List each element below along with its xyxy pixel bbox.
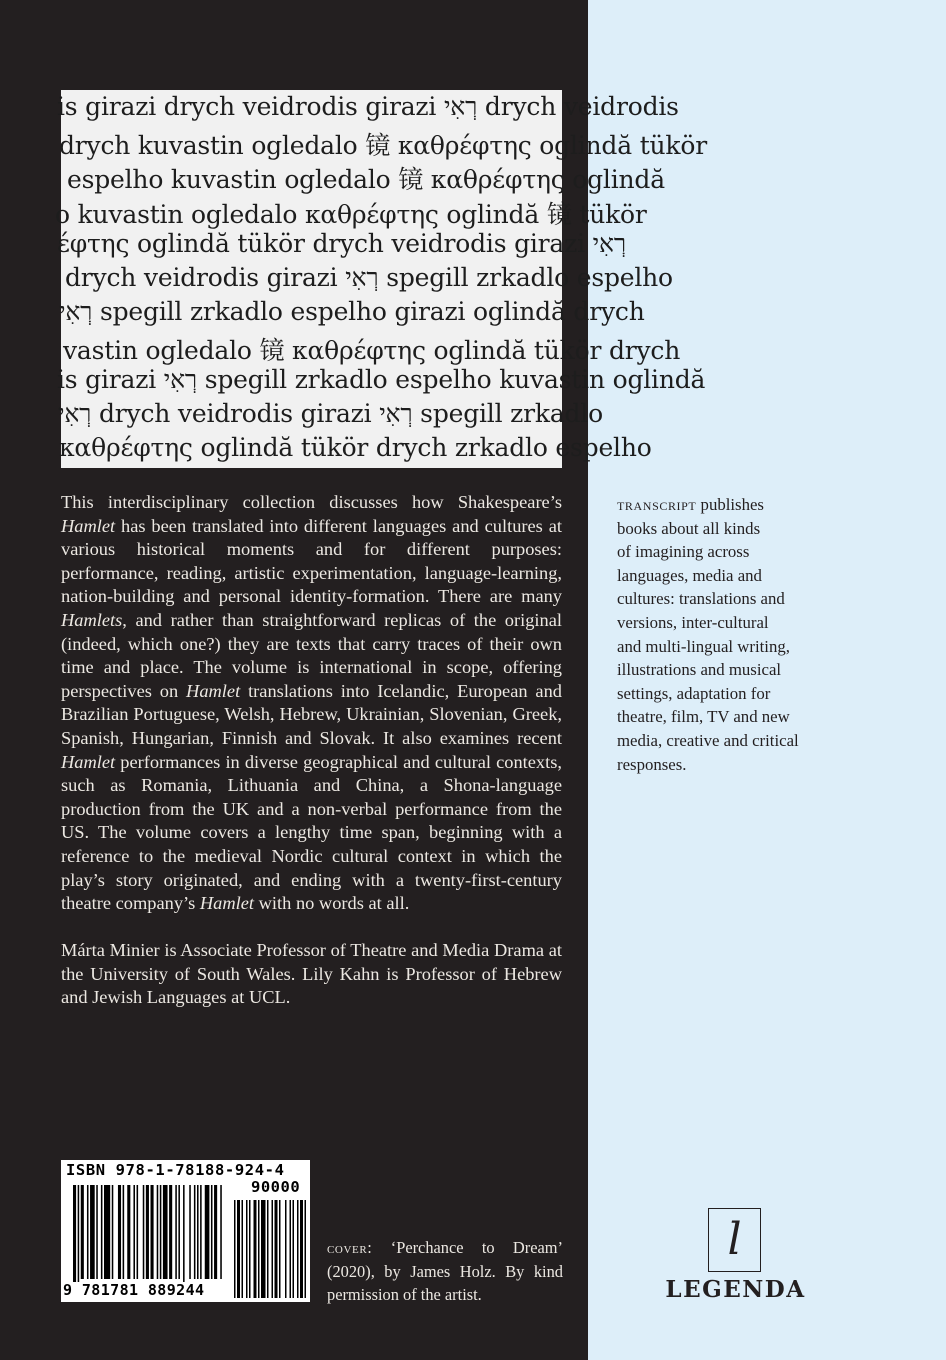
addon-bar xyxy=(305,1200,307,1298)
barcode-bar xyxy=(160,1185,162,1279)
text-run: This interdisciplinary collection discusses how Shakespeare’s xyxy=(61,492,562,512)
barcode-bar xyxy=(133,1185,135,1279)
barcode-bar xyxy=(87,1185,89,1279)
imprint-line: cultures: translations and xyxy=(617,589,785,609)
addon-bar xyxy=(254,1200,257,1298)
addon-bar xyxy=(272,1200,274,1298)
barcode-bar xyxy=(118,1185,121,1279)
barcode-bar xyxy=(127,1185,130,1279)
addon-bar xyxy=(290,1200,292,1298)
barcode-bar xyxy=(197,1185,199,1279)
barcode-bar xyxy=(104,1185,110,1279)
barcode-bar xyxy=(194,1185,196,1279)
legenda-logo-wordmark: LEGENDA xyxy=(665,1276,806,1303)
addon-bar xyxy=(293,1200,295,1298)
imprint-line: and multi-lingual writing, xyxy=(617,636,790,656)
barcode-bar xyxy=(137,1185,139,1279)
isbn-barcode xyxy=(61,1160,310,1302)
barcode-bar xyxy=(169,1185,172,1279)
addon-bar xyxy=(297,1200,299,1298)
addon-bar xyxy=(279,1200,281,1298)
word-art-line: vastin ogledalo 镜 καθρέφτης oglindă tükör drych xyxy=(63,336,681,365)
barcode-bar xyxy=(112,1185,114,1279)
barcode-bar xyxy=(183,1185,185,1282)
barcode-bar xyxy=(214,1185,217,1279)
word-art-line: drych veidrodis girazi רְאִי spegill zrkadlo espelho xyxy=(65,263,673,292)
imprint-line: illustrations and musical xyxy=(617,660,782,680)
text-run: translations into Icelandic, European and Brazilian Portuguese, Welsh, Hebrew, Ukrainian, Slovenian, Greek, Spanish, Hungarian, Finnish and Slovak. It also examines recent xyxy=(61,680,562,748)
barcode-bar xyxy=(101,1185,103,1279)
word-art-line: רְאִי drych veidrodis girazi רְאִי spegill zrkadlo xyxy=(58,399,603,428)
addon-bar xyxy=(242,1200,244,1298)
barcode-bar xyxy=(143,1185,145,1279)
imprint-line: settings, adaptation for xyxy=(617,683,771,703)
word-art-line: έφτης oglindă tükör drych veidrodis girazi רְאִי xyxy=(57,229,626,258)
barcode-bar xyxy=(189,1185,191,1279)
addon-bar xyxy=(234,1200,236,1298)
word-art-line: רְאִי spegill zrkadlo espelho girazi oglindă drych xyxy=(59,297,645,326)
barcode-bar xyxy=(178,1185,180,1279)
barcode-bar xyxy=(73,1185,76,1282)
barcode-bar xyxy=(163,1185,168,1279)
barcode-bar xyxy=(151,1185,154,1279)
addon-bar xyxy=(275,1200,278,1298)
imprint-line: books about all kinds xyxy=(617,518,761,538)
barcode-bar xyxy=(175,1185,177,1279)
word-art-line: is girazi drych veidrodis girazi רְאִי drych veidrodis xyxy=(57,92,679,121)
italic-title-run: Hamlet xyxy=(199,893,255,914)
imprint-line: responses. xyxy=(617,754,687,774)
barcode-bar xyxy=(81,1185,84,1279)
italic-title-run: Hamlet xyxy=(61,751,116,772)
transcript-imprint-description xyxy=(617,493,847,776)
book-description xyxy=(61,491,562,1010)
word-art-line: καθρέφτης oglindă tükör drych zrkadlo espelho xyxy=(59,433,652,462)
description-paragraph xyxy=(61,491,562,916)
cover-credit xyxy=(327,1236,563,1307)
legenda-logo-glyph: l xyxy=(727,1214,742,1265)
barcode-bar xyxy=(146,1185,149,1279)
barcode-bar xyxy=(211,1185,213,1279)
addon-bar xyxy=(261,1200,266,1298)
word-art-line: espelho kuvastin ogledalo 镜 καθρέφτης oglindă xyxy=(67,165,665,194)
text-run: has been translated into different languages and cultures at various historical moments and for different purposes: performance, reading, artistic experimentation, language-learning, nation-building and personal identity-formation. There are many xyxy=(61,515,562,607)
isbn-label: ISBN 978-1-78188-924-4 xyxy=(66,1161,285,1179)
cover-word-art-image xyxy=(55,90,707,468)
addon-bar xyxy=(285,1200,287,1298)
barcode-bar xyxy=(78,1185,80,1282)
barcode-bar xyxy=(123,1185,125,1279)
text-run: with no words at all. xyxy=(254,893,410,914)
addon-bar xyxy=(267,1200,269,1298)
imprint-line: theatre, film, TV and new xyxy=(617,707,790,727)
imprint-line: of imagining across xyxy=(617,542,750,562)
addon-bar xyxy=(300,1200,303,1298)
editors-bio-paragraph: Márta Minier is Associate Professor of Theatre and Media Drama at the University of South Wales. Lily Kahn is Professor of Hebrew and Jewish Languages at UCL. xyxy=(61,940,562,1008)
imprint-line: media, creative and critical xyxy=(617,730,799,750)
addon-bar xyxy=(237,1200,240,1298)
barcode-bar xyxy=(96,1185,98,1279)
italic-title-run: Hamlet xyxy=(61,515,116,536)
word-art-line: is girazi רְאִי spegill zrkadlo espelho kuvastin oglindă xyxy=(57,365,706,394)
addon-bar xyxy=(249,1200,251,1298)
price-code: 90000 xyxy=(251,1178,301,1196)
text-run: performances in diverse geographical and cultural contexts, such as Romania, Lithuania and China, a Shona-language production from the UK and a non-verbal performance from the US. The volume covers a lengthy time span, beginning with a reference to the medieval Nordic cultural context in which the play’s story originated, and ending with a twenty-first-century theatre company’s xyxy=(61,751,562,914)
addon-bar xyxy=(246,1200,248,1298)
barcode-bar xyxy=(90,1185,95,1279)
word-art-line: drych kuvastin ogledalo 镜 καθρέφτης oglindă tükör xyxy=(59,131,707,160)
italic-title-run: Hamlet xyxy=(186,680,241,701)
imprint-name: transcript xyxy=(617,495,697,514)
addon-bar xyxy=(258,1200,260,1298)
barcode-bar xyxy=(205,1185,210,1279)
ean-digits: 9 781781 889244 xyxy=(63,1281,205,1299)
legenda-logo-icon xyxy=(708,1208,761,1272)
cover-credit-text: ‘Perchance to Dream’ (2020), by James Holz. By kind permission of the artist. xyxy=(327,1238,563,1304)
barcode-bar xyxy=(157,1185,159,1279)
imprint-line: versions, inter-cultural xyxy=(617,612,769,632)
imprint-line: languages, media and xyxy=(617,565,762,585)
barcode-bar xyxy=(200,1185,202,1279)
imprint-line-text: publishes xyxy=(696,495,764,514)
imprint-line xyxy=(617,493,847,517)
text-run: , and rather than straightforward replicas of the original (indeed, which one?) they are texts that carry traces of their own time and place. The volume is international in scope, offering perspectives on xyxy=(61,609,562,701)
italic-title-run: Hamlets xyxy=(61,609,123,630)
cover-credit-label: cover: xyxy=(327,1238,373,1257)
barcode-bar xyxy=(220,1185,222,1279)
word-art-line: o kuvastin ogledalo καθρέφτης oglindă 镜 tükör xyxy=(55,200,647,229)
